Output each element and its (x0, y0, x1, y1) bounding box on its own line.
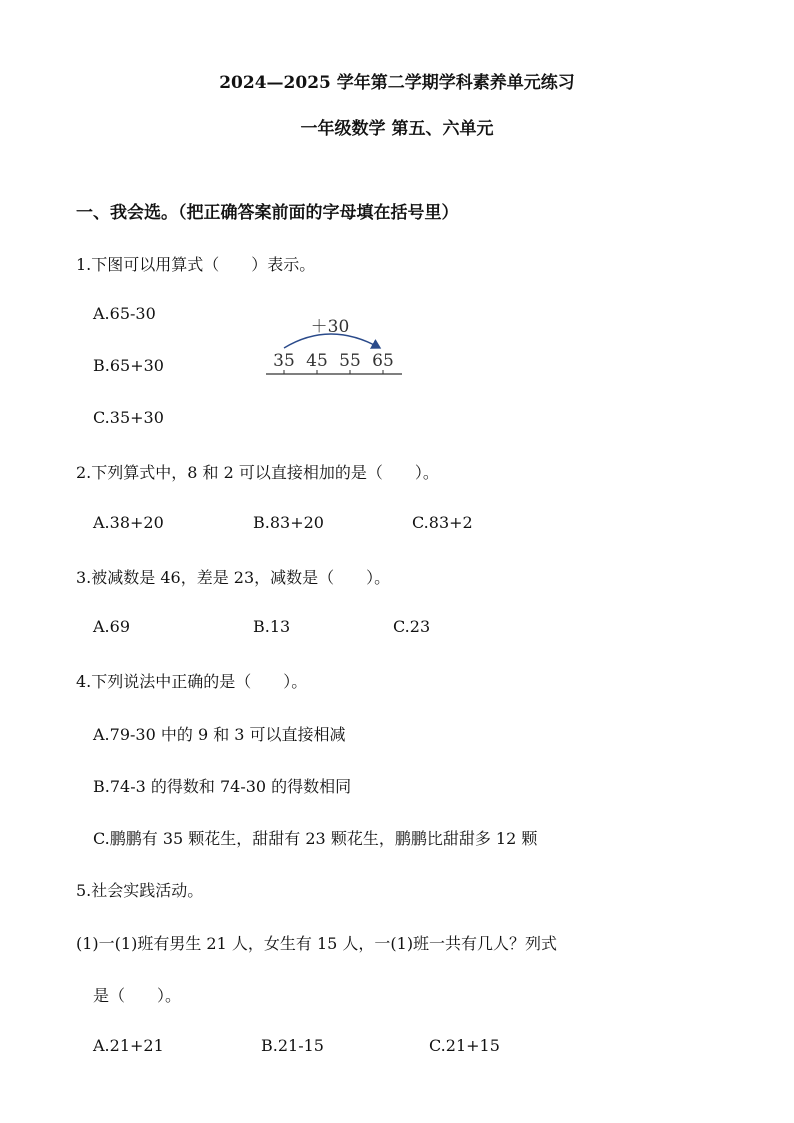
q5-option-a: A.21+21 (93, 1036, 164, 1055)
tick-label-55: 55 (339, 351, 361, 371)
question-1: 1.下图可以用算式（ ）表示。 (76, 255, 316, 274)
question-2: 2.下列算式中，8 和 2 可以直接相加的是（ ）。 (76, 463, 439, 482)
q1-option-c: C.35+30 (93, 408, 164, 427)
question-5-1-line1: (1)一(1)班有男生 21 人，女生有 15 人，一(1)班一共有几人？列式 (76, 934, 558, 953)
question-4: 4.下列说法中正确的是（ ）。 (76, 672, 308, 691)
q4-option-a: A.79-30 中的 9 和 3 可以直接相减 (93, 725, 346, 744)
tick-label-65: 65 (372, 351, 394, 371)
section-heading: 一、我会选。（把正确答案前面的字母填在括号里） (76, 203, 459, 223)
q1-option-a: A.65-30 (93, 304, 156, 323)
tick-label-45: 45 (306, 351, 328, 371)
q1-option-b: B.65+30 (93, 356, 164, 375)
q3-option-a: A.69 (93, 617, 130, 636)
q2-option-c: C.83+2 (412, 513, 473, 532)
question-5: 5.社会实践活动。 (76, 881, 204, 900)
q2-option-b: B.83+20 (253, 513, 324, 532)
question-3: 3.被减数是 46，差是 23，减数是（ ）。 (76, 568, 391, 587)
q3-option-c: C.23 (393, 617, 431, 636)
arc-label: ＋30 (310, 317, 350, 337)
q4-option-b: B.74-3 的得数和 74-30 的得数相同 (93, 777, 352, 796)
question-5-1-line2: 是（ ）。 (93, 986, 182, 1005)
q5-option-c: C.21+15 (429, 1036, 500, 1055)
q2-option-a: A.38+20 (93, 513, 164, 532)
q3-option-b: B.13 (253, 617, 291, 636)
page-title: 2024—2025 学年第二学期学科素养单元练习 (219, 73, 575, 93)
q4-option-c: C.鹏鹏有 35 颗花生，甜甜有 23 颗花生，鹏鹏比甜甜多 12 颗 (93, 829, 538, 848)
page-subtitle: 一年级数学 第五、六单元 (300, 119, 494, 139)
number-line-figure (262, 310, 412, 380)
tick-label-35: 35 (273, 351, 295, 371)
q5-option-b: B.21-15 (261, 1036, 324, 1055)
